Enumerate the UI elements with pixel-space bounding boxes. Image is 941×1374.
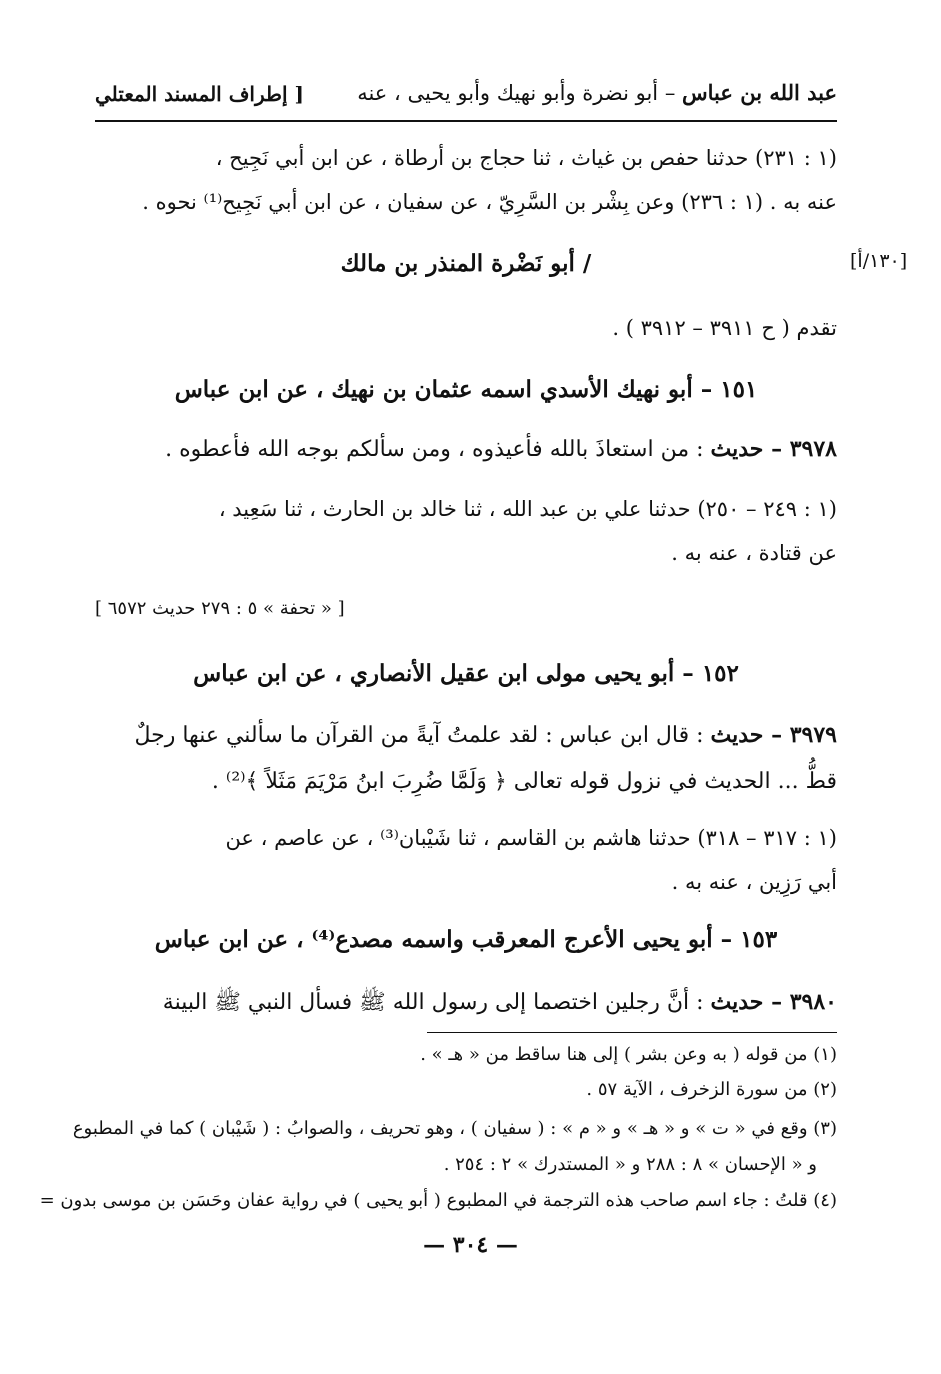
chain-line: عنه به . (١ : ٢٣٦) وعن بِشْر بن السَّرِيّ ، عن سفيان ، عن ابن أبي نَجِيح⁽¹⁾ نحوه . — [142, 190, 837, 214]
footnote-2: (٢) من سورة الزخرف ، الآية ٥٧ . — [586, 1079, 837, 1100]
section-heading-abu-nadra: / أبو نَضْرة المنذر بن مالك — [340, 250, 592, 277]
hadith-line — [95, 712, 837, 759]
chain-paragraph-152 — [95, 816, 837, 904]
running-header-book: [ إطراف المسند المعتلي — [95, 82, 304, 106]
header-title-bold: عبد الله بن عباس — [682, 80, 837, 105]
footnote-3-continued: و « الإحسان » ٨ : ٢٨٨ و « المستدرك » ٢ : ٢٥٤ . — [443, 1154, 817, 1175]
hadith-number: ٣٩٧٩ – حديث — [710, 722, 837, 748]
running-header-title — [357, 80, 837, 105]
cross-reference-text: تقدم ( ح ٣٩١١ – ٣٩١٢ ) . — [612, 316, 837, 340]
header-title-rest: – أبو نضرة وأبو نهيك وأبو يحيى ، عنه — [357, 81, 682, 105]
hadith-3980 — [95, 980, 837, 1025]
header-rule — [95, 120, 837, 122]
chain-line: (١ : ٢٤٩ – ٢٥٠) حدثنا علي بن عبد الله ، ثنا خالد بن الحارث ، ثنا سَعِيد ، — [218, 497, 837, 521]
hadith-text: : أنَّ رجلين اختصما إلى رسول الله ﷺ فسأل النبي ﷺ البينة — [162, 990, 711, 1015]
chain-line: (١ : ٢٣١) حدثنا حفص بن غياث ، ثنا حجاج بن أرطاة ، عن ابن أبي نَجِيح ، — [215, 146, 837, 170]
hadith-number: ٣٩٨٠ – حديث — [710, 989, 837, 1015]
hadith-text: : من استعاذَ بالله فأعيذوه ، ومن سألكم بوجه الله فأعطوه . — [165, 437, 711, 462]
section-heading-151: ١٥١ – أبو نهيك الأسدي اسمه عثمان بن نهيك ، عن ابن عباس — [174, 376, 758, 403]
chain-line: عن قتادة ، عنه به . — [671, 541, 837, 565]
hadith-line: قطُّ ... الحديث في نزول قوله تعالى ﴿ وَلَمَّا ضُرِبَ ابنُ مَرْيَمَ مَثَلاً ﴾⁽²⁾ . — [211, 769, 837, 794]
chain-paragraph-151 — [95, 487, 837, 575]
tuhfa-reference: [ « تحفة » ٥ : ٢٧٩ حديث ٦٥٧٢ ] — [95, 598, 345, 619]
page-number: — ٣٠٤ — — [423, 1232, 518, 1258]
hadith-3979 — [95, 712, 837, 805]
footnote-3: (٣) وقع في « ت » و « هـ » و « م » : ( سفيان ) ، وهو تحريف ، والصوابُ : ( شَيْبان ) كما في المطبوع — [72, 1118, 837, 1139]
footnote-4: (٤) قلتُ : جاء اسم صاحب هذه الترجمة في المطبوع ( أبو يحيى ) في رواية عفان وحَسَن بن موسى بدون = — [39, 1190, 837, 1211]
chain-line: أبي رَزِين ، عنه به . — [671, 870, 837, 894]
chain-line: (١ : ٣١٧ – ٣١٨) حدثنا هاشم بن القاسم ، ثنا شَيْبان⁽³⁾ ، عن عاصم ، عن — [225, 826, 837, 850]
manuscript-folio-note: [١٣٠/أ] — [850, 250, 908, 272]
hadith-text: : قال ابن عباس : لقد علمتُ آيةً من القرآن ما سألني عنها رجلٌ — [134, 723, 711, 748]
footnote-1: (١) من قوله ( به وعن بشر ) إلى هنا ساقط من « هـ » . — [420, 1044, 837, 1065]
cross-reference-line — [95, 306, 837, 350]
chain-paragraph-1 — [95, 136, 837, 224]
section-heading-152: ١٥٢ – أبو يحيى مولى ابن عقيل الأنصاري ، عن ابن عباس — [193, 660, 739, 687]
footnote-rule — [427, 1032, 837, 1033]
hadith-number: ٣٩٧٨ – حديث — [710, 436, 837, 462]
section-heading-153: ١٥٣ – أبو يحيى الأعرج المعرقب واسمه مصدع⁽⁴⁾ ، عن ابن عباس — [154, 926, 778, 953]
hadith-3978 — [95, 427, 837, 472]
